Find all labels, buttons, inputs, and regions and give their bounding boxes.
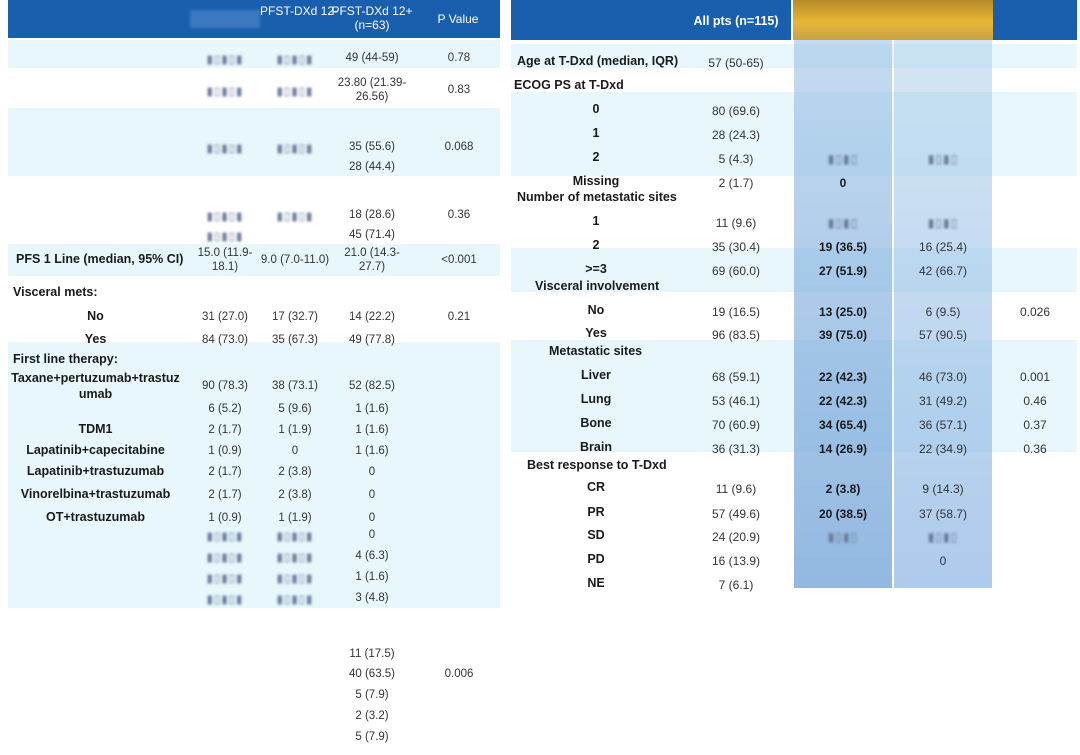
data-cell: 35 (55.6) [348, 141, 396, 153]
header-col-2: PFST-DXd 12- [259, 4, 339, 18]
blurred-header-cell [190, 10, 260, 28]
data-cell: 1 (0.9) [208, 445, 242, 457]
header-all-pts: All pts (n=115) [693, 14, 779, 28]
data-cell: 37 (58.7) [918, 507, 968, 521]
data-cell: 1 (1.9) [278, 512, 312, 524]
blurred-cell: ▮▯▮▯▮ [206, 552, 244, 564]
row-label: Visceral involvement [535, 279, 660, 293]
data-cell: 49 (44-59) [345, 52, 399, 64]
data-cell: 21.0 (14.3- 27.7) [344, 247, 400, 273]
data-cell: 1 (1.6) [355, 424, 389, 436]
left-table-header [8, 0, 500, 38]
p-value-cell: 0.83 [447, 84, 471, 96]
header-col-3: PFST-DXd 12+ (n=63) [331, 4, 413, 32]
blurred-cell: ▮▯▮▯ [927, 216, 959, 230]
data-cell: 7 (6.1) [718, 578, 754, 592]
data-cell: 22 (42.3) [818, 370, 868, 384]
data-cell: 0 [839, 176, 847, 190]
blurred-cell: ▮▯▮▯ [827, 530, 859, 544]
blurred-cell: ▮▯▮▯▮ [206, 211, 244, 223]
data-cell: 27 (51.9) [818, 264, 868, 278]
data-cell: 0 [291, 445, 299, 457]
data-cell: 40 (63.5) [348, 668, 396, 680]
data-cell: 0 [368, 512, 376, 524]
row-label: Yes [84, 332, 107, 346]
data-cell: 6 (5.2) [208, 403, 242, 415]
p-value-cell: 0.001 [1019, 370, 1051, 384]
header-p-value: P Value [437, 12, 479, 26]
data-cell: 6 (9.5) [925, 305, 961, 319]
row-label: NE [587, 576, 605, 590]
data-cell: 69 (60.0) [711, 264, 761, 278]
data-cell: 0 [368, 489, 376, 501]
blurred-cell: ▮▯▮▯▮ [206, 594, 244, 606]
p-value-cell: 0.026 [1019, 305, 1051, 319]
data-cell: 13 (25.0) [818, 305, 868, 319]
data-cell: 5 (7.9) [355, 689, 389, 701]
data-cell: 53 (46.1) [711, 394, 761, 408]
blurred-cell: ▮▯▮▯▮ [206, 86, 244, 98]
data-cell: 90 (78.3) [201, 380, 249, 392]
data-cell: 16 (25.4) [918, 240, 968, 254]
data-cell: 31 (49.2) [918, 394, 968, 408]
data-cell: 49 (77.8) [348, 334, 396, 346]
data-cell: 35 (30.4) [711, 240, 761, 254]
data-cell: 52 (82.5) [348, 380, 396, 392]
blurred-header-cells [793, 0, 993, 40]
row-label: Best response to T-Dxd [527, 458, 667, 472]
data-cell: 2 (3.8) [278, 489, 312, 501]
data-cell: 0 [368, 466, 376, 478]
data-cell: 45 (71.4) [348, 229, 396, 241]
blurred-cell: ▮▯▮▯▮ [276, 54, 314, 66]
row-label: TDM1 [78, 422, 113, 436]
p-value-cell: <0.001 [441, 254, 477, 266]
row-label: 0 [592, 102, 600, 116]
row-label: Lapatinib+capecitabine [26, 443, 165, 457]
data-cell: 70 (60.9) [711, 418, 761, 432]
data-cell: 31 (27.0) [201, 311, 249, 323]
row-label: OT+trastuzumab [46, 510, 145, 524]
p-value-cell: 0.46 [1023, 394, 1047, 408]
data-cell: 84 (73.0) [201, 334, 249, 346]
data-cell: 96 (83.5) [711, 328, 761, 342]
row-label: Lung [580, 392, 612, 406]
row-label: First line therapy: [13, 352, 118, 366]
right-table [511, 0, 1077, 600]
data-cell: 14 (26.9) [818, 442, 868, 456]
row-label: Bone [580, 416, 612, 430]
data-cell: 80 (69.6) [711, 104, 761, 118]
data-cell: 11 (9.6) [715, 482, 757, 496]
data-cell: 19 (16.5) [711, 305, 761, 319]
blurred-cell: ▮▯▮▯▮ [276, 531, 314, 543]
p-value-cell: 0.068 [444, 141, 474, 153]
row-label: >=3 [585, 262, 607, 276]
data-cell: 14 (22.2) [348, 311, 396, 323]
row-label: CR [586, 480, 606, 494]
row-label: ECOG PS at T-Dxd [514, 78, 624, 92]
row-label: Metastatic sites [549, 344, 643, 358]
data-cell: 57 (50-65) [708, 56, 764, 70]
blurred-cell: ▮▯▮▯ [827, 152, 859, 166]
data-cell: 16 (13.9) [711, 554, 761, 568]
row-label: SD [587, 528, 605, 542]
blurred-cell: ▮▯▮▯▮ [276, 594, 314, 606]
row-label: Lapatinib+trastuzumab [26, 464, 165, 478]
p-value-cell: 0.78 [447, 52, 471, 64]
row-label: PD [587, 552, 605, 566]
row-label: No [587, 303, 605, 317]
data-cell: 42 (66.7) [918, 264, 968, 278]
row-label: Yes [585, 326, 607, 340]
p-value-cell: 0.36 [447, 209, 471, 221]
data-cell: 4 (6.3) [355, 550, 389, 562]
data-cell: 57 (49.6) [711, 507, 761, 521]
row-label: PFS 1 Line (median, 95% CI) [16, 252, 184, 266]
row-label: Brain [580, 440, 612, 454]
data-cell: 39 (75.0) [818, 328, 868, 342]
left-table [8, 0, 500, 755]
blurred-cell: ▮▯▮▯ [827, 216, 859, 230]
blurred-cell: ▮▯▮▯▮ [276, 143, 314, 155]
data-cell: 2 (1.7) [208, 466, 242, 478]
data-cell: 1 (1.9) [278, 424, 312, 436]
data-cell: 3 (4.8) [355, 592, 389, 604]
p-value-cell: 0.21 [447, 311, 471, 323]
data-cell: 2 (1.7) [718, 176, 754, 190]
row-label: No [87, 309, 104, 323]
data-cell: 24 (20.9) [711, 530, 761, 544]
blurred-cell: ▮▯▮▯▮ [276, 211, 314, 223]
data-cell: 46 (73.0) [918, 370, 968, 384]
data-cell: 2 (3.8) [825, 482, 861, 496]
data-cell: 1 (0.9) [208, 512, 242, 524]
data-cell: 2 (1.7) [208, 424, 242, 436]
row-label: Visceral mets: [13, 285, 98, 299]
data-cell: 2 (3.8) [278, 466, 312, 478]
data-cell: 22 (34.9) [918, 442, 968, 456]
data-cell: 18 (28.6) [348, 209, 396, 221]
data-cell: 36 (57.1) [918, 418, 968, 432]
row-label: Taxane+pertuzumab+trastuz umab [11, 371, 180, 401]
data-cell: 9 (14.3) [922, 482, 964, 496]
data-cell: 38 (73.1) [271, 380, 319, 392]
data-cell: 0 [939, 554, 947, 568]
data-cell: 1 (1.6) [355, 571, 389, 583]
row-label: Missing [572, 174, 620, 188]
data-cell: 0 [368, 529, 376, 541]
data-cell: 17 (32.7) [271, 311, 319, 323]
data-cell: 57 (90.5) [918, 328, 968, 342]
p-value-cell: 0.37 [1023, 418, 1047, 432]
data-cell: 11 (17.5) [349, 648, 395, 660]
blurred-cell: ▮▯▮▯▮ [206, 54, 244, 66]
data-cell: 5 (7.9) [355, 731, 389, 743]
row-label: 2 [592, 238, 600, 252]
blurred-cell: ▮▯▮▯▮ [206, 531, 244, 543]
data-cell: 1 (1.6) [355, 445, 389, 457]
row-label: 1 [592, 126, 600, 140]
row-label: Number of metastatic sites [517, 190, 677, 204]
data-cell: 28 (44.4) [348, 161, 396, 173]
row-label: Liver [581, 368, 611, 382]
blurred-cell: ▮▯▮▯▮ [276, 573, 314, 585]
row-label: 1 [592, 214, 600, 228]
header-p-cell [993, 0, 1077, 40]
blurred-cell: ▮▯▮▯▮ [206, 143, 244, 155]
row-label: Age at T-Dxd (median, IQR) [517, 54, 679, 68]
data-cell: 20 (38.5) [818, 507, 868, 521]
data-cell: 2 (3.2) [355, 710, 389, 722]
data-cell: 22 (42.3) [818, 394, 868, 408]
data-cell: 23.80 (21.39- 26.56) [337, 77, 407, 103]
blurred-cell: ▮▯▮▯ [927, 152, 959, 166]
p-value-cell: 0.36 [1023, 442, 1047, 456]
blurred-cell: ▮▯▮▯▮ [276, 552, 314, 564]
data-cell: 15.0 (11.9- 18.1) [197, 247, 253, 273]
data-cell: 5 (4.3) [718, 152, 754, 166]
data-cell: 1 (1.6) [355, 403, 389, 415]
row-label: PR [587, 505, 605, 519]
data-cell: 19 (36.5) [818, 240, 868, 254]
blurred-cell: ▮▯▮▯▮ [206, 573, 244, 585]
data-cell: 9.0 (7.0-11.0) [260, 254, 330, 266]
blurred-cell: ▮▯▮▯▮ [276, 86, 314, 98]
data-cell: 2 (1.7) [208, 489, 242, 501]
data-cell: 35 (67.3) [271, 334, 319, 346]
p-value-cell: 0.006 [444, 668, 474, 680]
data-cell: 28 (24.3) [711, 128, 761, 142]
data-cell: 34 (65.4) [818, 418, 868, 432]
data-cell: 11 (9.6) [715, 216, 757, 230]
data-cell: 36 (31.3) [711, 442, 761, 456]
blurred-cell: ▮▯▮▯▮ [206, 231, 244, 243]
blurred-cell: ▮▯▮▯ [927, 530, 959, 544]
row-label: 2 [592, 150, 600, 164]
data-cell: 5 (9.6) [278, 403, 312, 415]
data-cell: 68 (59.1) [711, 370, 761, 384]
row-label: Vinorelbina+trastuzumab [20, 487, 171, 501]
